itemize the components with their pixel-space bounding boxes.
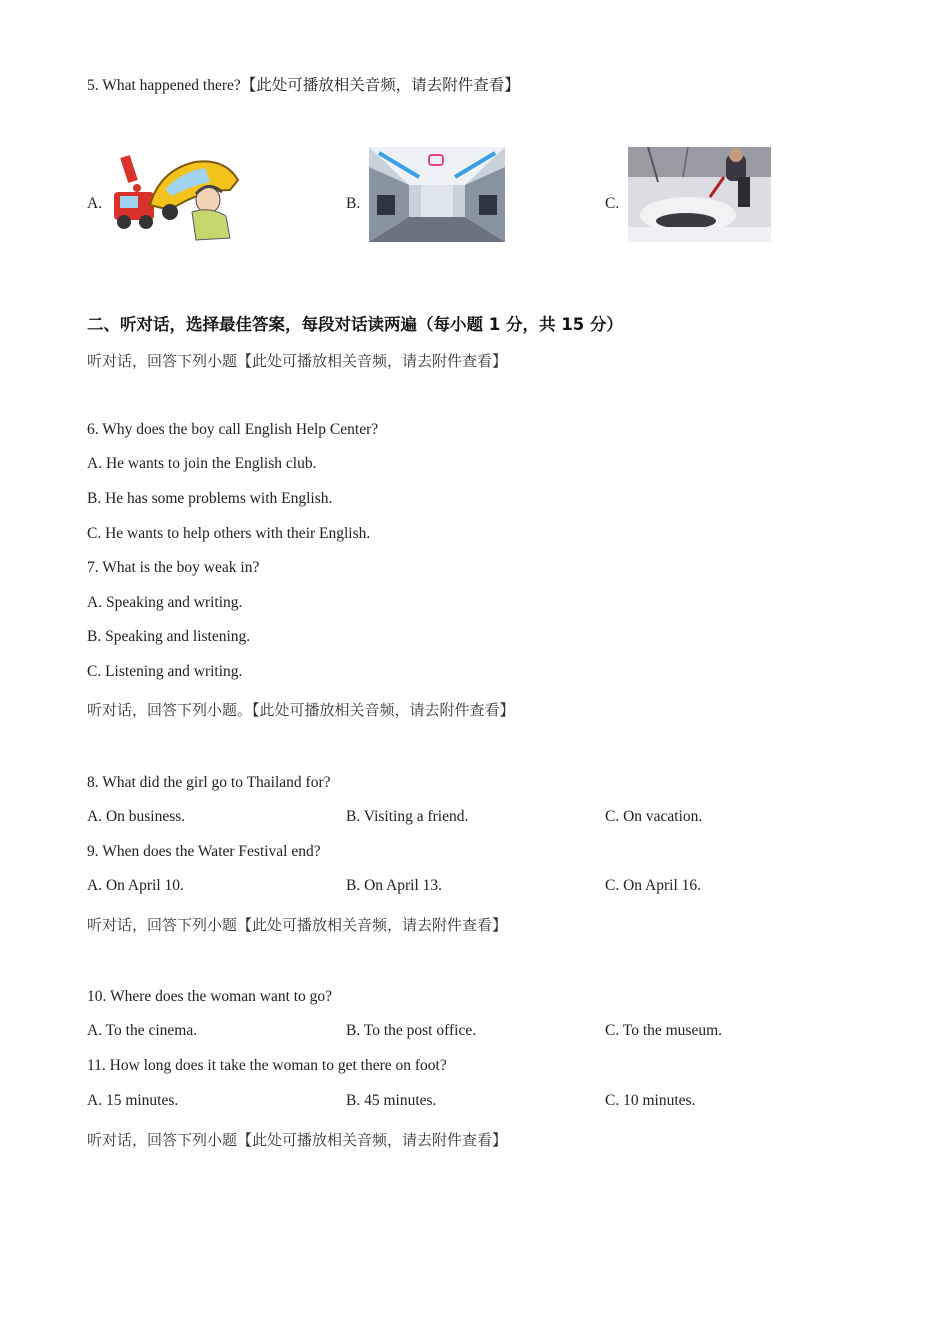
section-2-instruction: 听对话，回答下列小题【此处可播放相关音频，请去附件查看】 bbox=[87, 352, 508, 370]
option-11b: B. 45 minutes. bbox=[346, 1092, 437, 1109]
section-2-heading: 二、听对话，选择最佳答案，每段对话读两遍（每小题 1 分，共 15 分） bbox=[87, 315, 623, 334]
option-6a: A. He wants to join the English club. bbox=[87, 455, 317, 472]
question-7: 7. What is the boy weak in? bbox=[87, 559, 260, 576]
question-6: 6. Why does the boy call English Help Center? bbox=[87, 421, 379, 438]
option-6b: B. He has some problems with English. bbox=[87, 490, 333, 507]
option-8b: B. Visiting a friend. bbox=[346, 808, 469, 825]
option-11a: A. 15 minutes. bbox=[87, 1092, 179, 1109]
instruction-4: 听对话，回答下列小题【此处可播放相关音频，请去附件查看】 bbox=[87, 1131, 508, 1149]
option-9a: A. On April 10. bbox=[87, 877, 184, 894]
option-9b: B. On April 13. bbox=[346, 877, 443, 894]
question-9: 9. When does the Water Festival end? bbox=[87, 843, 321, 860]
option-8a: A. On business. bbox=[87, 808, 186, 825]
question-5: 5. What happened there?【此处可播放相关音频，请去附件查看】 bbox=[87, 77, 520, 94]
option-7a: A. Speaking and writing. bbox=[87, 594, 243, 611]
car-accident-cartoon-image bbox=[110, 150, 245, 242]
option-6c: C. He wants to help others with their English. bbox=[87, 525, 371, 542]
snow-covered-car-image bbox=[628, 147, 771, 242]
instruction-2: 听对话，回答下列小题。【此处可播放相关音频，请去附件查看】 bbox=[87, 701, 515, 719]
option-9c: C. On April 16. bbox=[605, 877, 702, 894]
option-7b: B. Speaking and listening. bbox=[87, 628, 251, 645]
option-7c: C. Listening and writing. bbox=[87, 663, 243, 680]
question-8: 8. What did the girl go to Thailand for? bbox=[87, 774, 331, 791]
option-11c: C. 10 minutes. bbox=[605, 1092, 696, 1109]
option-10c: C. To the museum. bbox=[605, 1022, 723, 1039]
instruction-3: 听对话，回答下列小题【此处可播放相关音频，请去附件查看】 bbox=[87, 916, 508, 934]
option-5a-label: A. bbox=[87, 195, 103, 212]
option-8c: C. On vacation. bbox=[605, 808, 703, 825]
option-5b-label: B. bbox=[346, 195, 361, 212]
question-10: 10. Where does the woman want to go? bbox=[87, 988, 333, 1005]
question-11: 11. How long does it take the woman to get there on foot? bbox=[87, 1057, 447, 1074]
option-5c-label: C. bbox=[605, 195, 620, 212]
option-10a: A. To the cinema. bbox=[87, 1022, 198, 1039]
train-interior-image bbox=[369, 147, 505, 242]
option-10b: B. To the post office. bbox=[346, 1022, 477, 1039]
